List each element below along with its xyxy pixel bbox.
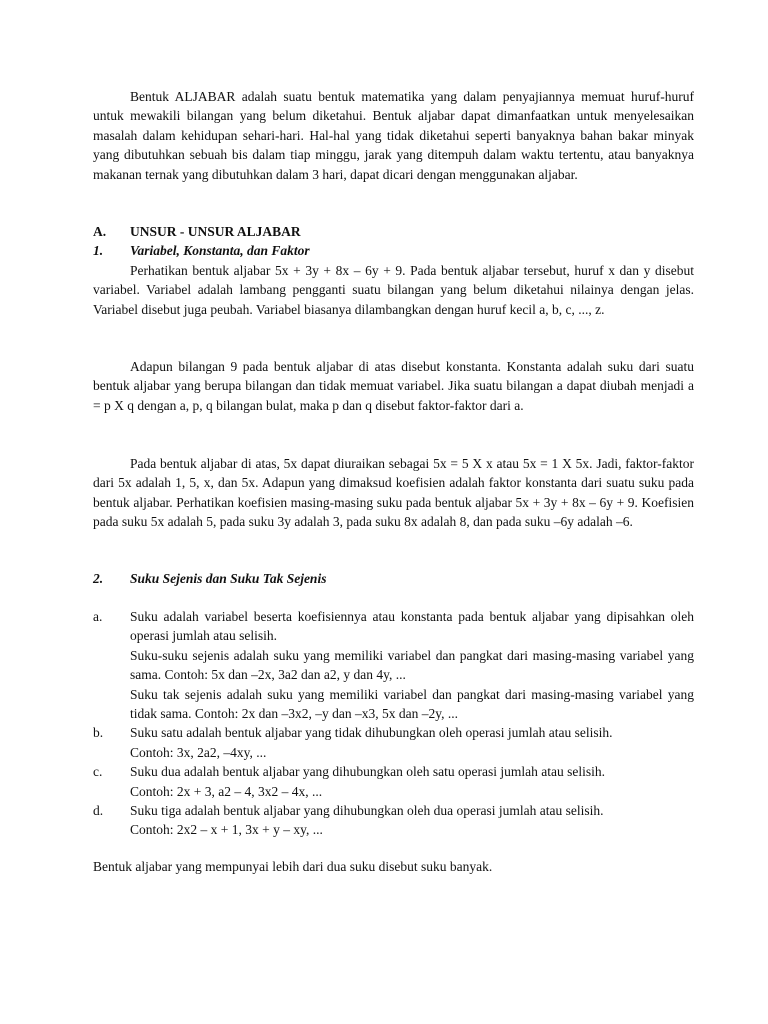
list-item xyxy=(93,801,694,840)
list-item-text: Contoh: 2x2 – x + 1, 3x + y – xy, ... xyxy=(130,822,323,838)
list-item-marker: b. xyxy=(93,725,104,741)
list-item xyxy=(93,723,694,762)
section-a-title: UNSUR - UNSUR ALJABAR xyxy=(130,224,301,239)
list-item-text: Contoh: 3x, 2a2, –4xy, ... xyxy=(130,744,267,760)
list-item-text: Suku adalah variabel beserta koefisiennya atau konstanta pada bentuk aljabar yang dipisahkan oleh operasi jumlah atau selisih. xyxy=(130,609,694,644)
list-item-marker: d. xyxy=(93,803,104,819)
intro-paragraph: Bentuk ALJABAR adalah suatu bentuk matematika yang dalam penyajiannya memuat huruf-huruf untuk mewakili bilangan yang belum diketahui. Bentuk aljabar dapat dimanfaatkan untuk menyelesaikan masalah dalam kehidupan sehari-hari. Hal-hal yang tidak diketahui seperti banyaknya bahan bakar minyak yang dibutuhkan sebuah bis dalam tiap minggu, jarak yang ditempuh dalam waktu tertentu, atau banyaknya makanan ternak yang dibutuhkan dalam 3 hari, dapat dicari dengan menggunakan aljabar. xyxy=(93,89,694,182)
list-item-marker: a. xyxy=(93,609,103,624)
list-item-marker: c. xyxy=(93,764,103,780)
list-item-text: Suku tak sejenis adalah suku yang memiliki variabel dan pangkat dari masing-masing variabel yang tidak sama. Contoh: 2x dan –3x2, –y dan –x3, 5x dan –2y, ... xyxy=(130,686,694,722)
suku-list xyxy=(93,607,694,840)
faktor-paragraph: Pada bentuk aljabar di atas, 5x dapat diuraikan sebagai 5x = 5 X x atau 5x = 1 X 5x. Jadi, faktor-faktor dari 5x adalah 1, 5, x, dan 5x. Adapun yang dimaksud koefisien adalah faktor konstanta dari suatu suku pada bentuk aljabar. Perhatikan koefisien masing-masing suku pada bentuk aljabar 5x + 3y + 8x – 6y + 9. Koefisien pada suku 5x adalah 5, pada suku 3y adalah 3, pada suku 8x adalah 8, dan pada suku –6y adalah –6. xyxy=(93,456,694,530)
konstanta-paragraph: Adapun bilangan 9 pada bentuk aljabar di atas disebut konstanta. Konstanta adalah suku dari suatu bentuk aljabar yang berupa bilangan dan tidak memuat variabel. Jika suatu bilangan a dapat diubah menjadi a = p X q dengan a, p, q bilangan bulat, maka p dan q disebut faktor-faktor dari a. xyxy=(93,359,694,413)
list-item-text: Contoh: 2x + 3, a2 – 4, 3x2 – 4x, ... xyxy=(130,783,323,799)
subsection-2-marker: 2. xyxy=(93,571,104,586)
subsection-1-heading xyxy=(93,241,694,260)
list-item-text: Suku-suku sejenis adalah suku yang memiliki variabel dan pangkat dari masing-masing variabel yang sama. Contoh: 5x dan –2x, 3a2 dan a2, y dan 4y, ... xyxy=(130,647,694,683)
list-item xyxy=(93,762,694,801)
list-item-text: Suku satu adalah bentuk aljabar yang tidak dihubungkan oleh operasi jumlah atau selisih. xyxy=(130,725,613,741)
list-item-text: Suku tiga adalah bentuk aljabar yang dihubungkan oleh dua operasi jumlah atau selisih. xyxy=(130,803,604,819)
section-a-heading xyxy=(93,222,694,241)
subsection-2-title: Suku Sejenis dan Suku Tak Sejenis xyxy=(130,571,327,586)
closing-paragraph: Bentuk aljabar yang mempunyai lebih dari dua suku disebut suku banyak. xyxy=(93,859,493,874)
subsection-1-title: Variabel, Konstanta, dan Faktor xyxy=(130,243,310,258)
list-item-text: Suku dua adalah bentuk aljabar yang dihubungkan oleh satu operasi jumlah atau selisih. xyxy=(130,764,606,780)
subsection-2-heading xyxy=(93,569,694,588)
list-item xyxy=(93,607,694,723)
subsection-1-marker: 1. xyxy=(93,243,104,258)
variabel-paragraph: Perhatikan bentuk aljabar 5x + 3y + 8x – 6y + 9. Pada bentuk aljabar tersebut, huruf x dan y disebut variabel. Variabel adalah lambang pengganti suatu bilangan yang belum diketahui nilainya dengan jelas. Variabel disebut juga peubah. Variabel biasanya dilambangkan dengan huruf kecil a, b, c, ..., z. xyxy=(93,263,694,317)
section-a-marker: A. xyxy=(93,224,107,239)
